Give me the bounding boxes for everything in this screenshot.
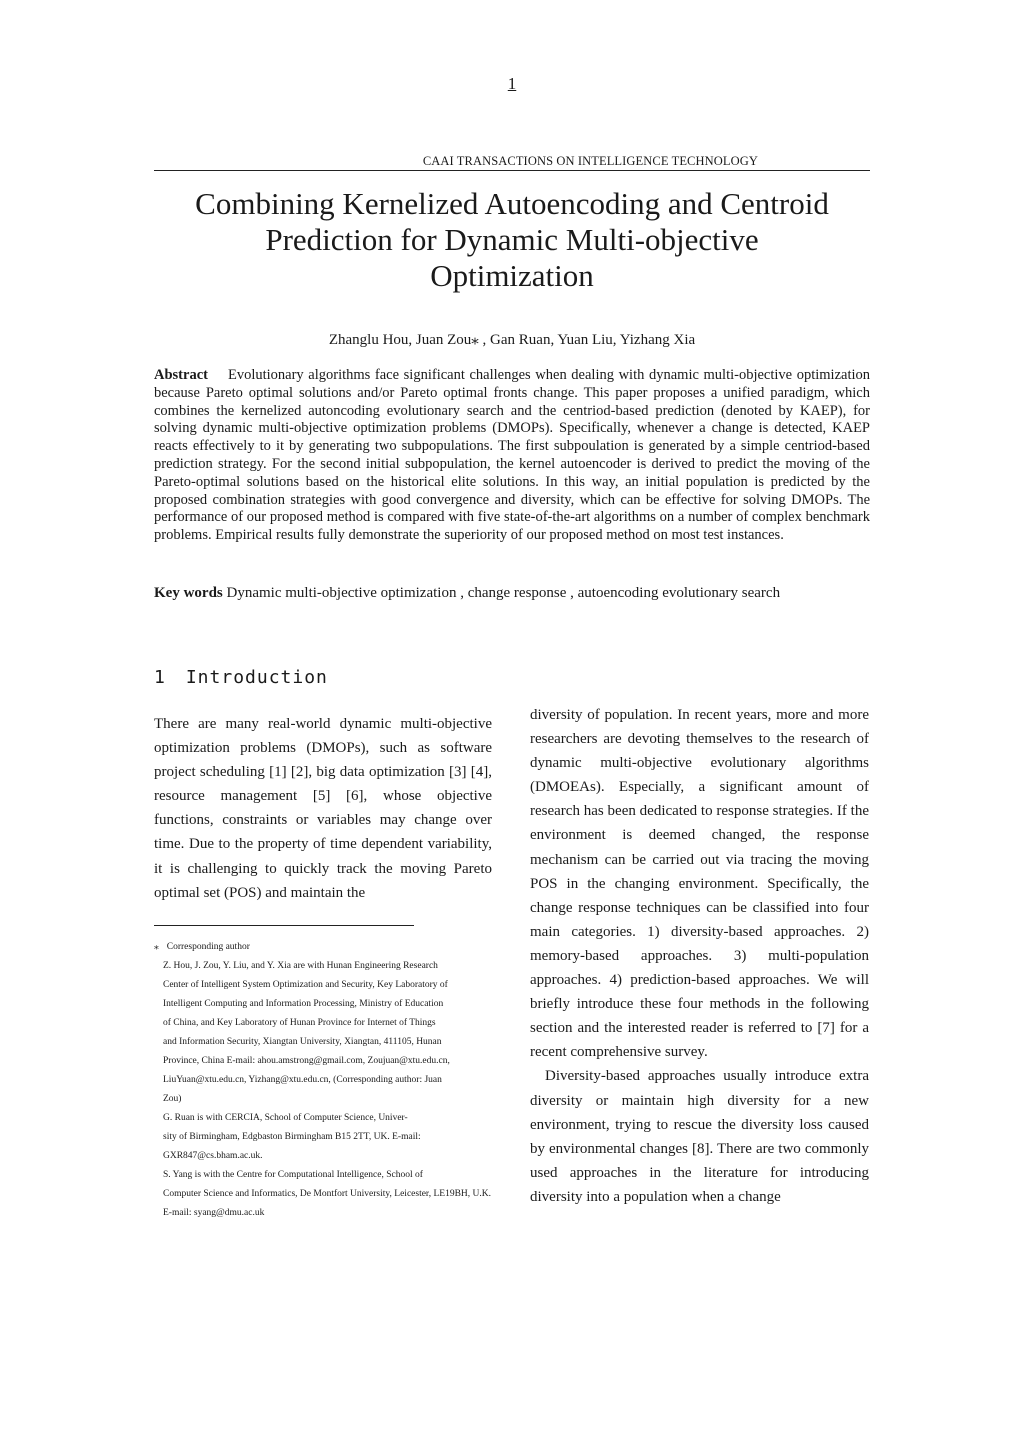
- abstract-text: Evolutionary algorithms face significant challenges when dealing with dynamic multi-objective optimization because Pareto optimal solutions and/or Pareto optimal fronts change. This paper proposes a unified paradigm, which combines the kernelized autoncoding evolutionary search and the centriod-based prediction (denoted by KAEP), for solving dynamic multi-objective optimization problems (DMOPs). Specifically, whenever a change is detected, KAEP reacts effectively to it by generating two subpopulations. The first subpoulation is generated by a simple centriod-based prediction strategy. For the second initial subpopulation, the kernel autoencoder is derived to predict the moving of the Pareto-optimal solutions based on the historical elite solutions. In this way, an initial population is predicted by the proposed combination strategies with good convergence and diversity, which can be effective for solving DMOPs. The performance of our proposed method is compared with five state-of-the-art algorithms on a number of complex benchmark problems. Empirical results fully demonstrate the superiority of our proposed method on most test instances.: [154, 367, 870, 544]
- footnote-line: GXR847@cs.bham.ac.uk.: [163, 1151, 263, 1161]
- title-line: Prediction for Dynamic Multi-objective: [265, 222, 759, 257]
- journal-header: CAAI TRANSACTIONS ON INTELLIGENCE TECHNOLOGY: [422, 154, 758, 168]
- keywords: [154, 585, 870, 602]
- title-line: Combining Kernelized Autoencoding and Centroid: [195, 186, 829, 221]
- footnote-line: Intelligent Computing and Information Processing, Ministry of Education: [163, 999, 444, 1009]
- footnote-corresponding: [154, 938, 494, 957]
- footnote-line: S. Yang is with the Centre for Computational Intelligence, School of: [163, 1170, 423, 1180]
- footnote-line: Center of Intelligent System Optimization and Security, Key Laboratory of: [163, 980, 448, 990]
- section-title: Introduction: [185, 667, 328, 688]
- footnote-line: Province, China E-mail: ahou.amstrong@gmail.com, Zoujuan@xtu.edu.cn,: [163, 1056, 450, 1066]
- title-line: Optimization: [430, 258, 594, 293]
- footnote-line: Z. Hou, J. Zou, Y. Liu, and Y. Xia are with Hunan Engineering Research: [163, 961, 438, 971]
- footnote-line: E-mail: syang@dmu.ac.uk: [163, 1208, 265, 1218]
- paper-title: [140, 186, 884, 294]
- right-column: [530, 703, 869, 1209]
- footnote-line: G. Ruan is with CERCIA, School of Computer Science, Univer-: [163, 1113, 408, 1123]
- footnotes: [154, 938, 494, 1223]
- footnote-text: Corresponding author: [166, 942, 250, 952]
- footnote-star: ⁎: [154, 942, 159, 952]
- page-number: [0, 74, 1024, 94]
- footnote-line: and Information Security, Xiangtan University, Xiangtan, 411105, Hunan: [163, 1037, 442, 1047]
- footnote-line: Zou): [163, 1094, 182, 1104]
- section-heading: [154, 667, 328, 688]
- author-list: Zhanglu Hou, Juan Zou⁎ , Gan Ruan, Yuan Liu, Yizhang Xia: [328, 332, 696, 348]
- left-column: [154, 712, 492, 905]
- paragraph: There are many real-world dynamic multi-objective optimization problems (DMOPs), such as software project scheduling [1] [2], big data optimization [3] [4], resource management [5] [6], whose objective functions, constraints or variables may change over time. Due to the property of time dependent variability, it is challenging to quickly track the moving Pareto optimal set (POS) and maintain the: [154, 716, 492, 901]
- keywords-text: Dynamic multi-objective optimization , change response , autoencoding evolutionary search: [226, 585, 781, 601]
- section-number: 1: [154, 667, 166, 688]
- page-number-text: 1: [507, 74, 517, 93]
- footnote-line: sity of Birmingham, Edgbaston Birmingham B15 2TT, UK. E-mail:: [163, 1132, 421, 1142]
- paragraph: Diversity-based approaches usually introduce extra diversity or maintain high diversity for a new environment, trying to rescue the diversity loss caused by environmental changes [8]. There are two commonly used approaches in the literature for introducing diversity into a population when a change: [530, 1068, 869, 1205]
- abstract-label: Abstract: [154, 367, 208, 383]
- paragraph: diversity of population. In recent years, more and more researchers are devoting themselves to the research of dynamic multi-objective evolutionary algorithms (DMOEAs). Especially, a significant amount of research has been dedicated to response strategies. If the environment is deemed changed, the response mechanism can be carried out via tracing the moving POS in the changing environment. Specifically, the change response techniques can be classified into four main categories. 1) diversity-based approaches. 2) memory-based approaches. 3) multi-population approaches. 4) prediction-based approaches. We will briefly introduce these four methods in the following section and the interested reader is referred to [7] for a recent comprehensive survey.: [530, 707, 869, 1061]
- abstract: [154, 367, 870, 545]
- footnote-line: LiuYuan@xtu.edu.cn, Yizhang@xtu.edu.cn, (Corresponding author: Juan: [163, 1075, 442, 1085]
- header-rule: [154, 170, 870, 171]
- footnote-rule: [154, 925, 414, 926]
- footnote-line: Computer Science and Informatics, De Montfort University, Leicester, LE19BH, U.K.: [163, 1189, 491, 1199]
- keywords-label: Key words: [154, 585, 223, 601]
- footnote-line: of China, and Key Laboratory of Hunan Province for Internet of Things: [163, 1018, 436, 1028]
